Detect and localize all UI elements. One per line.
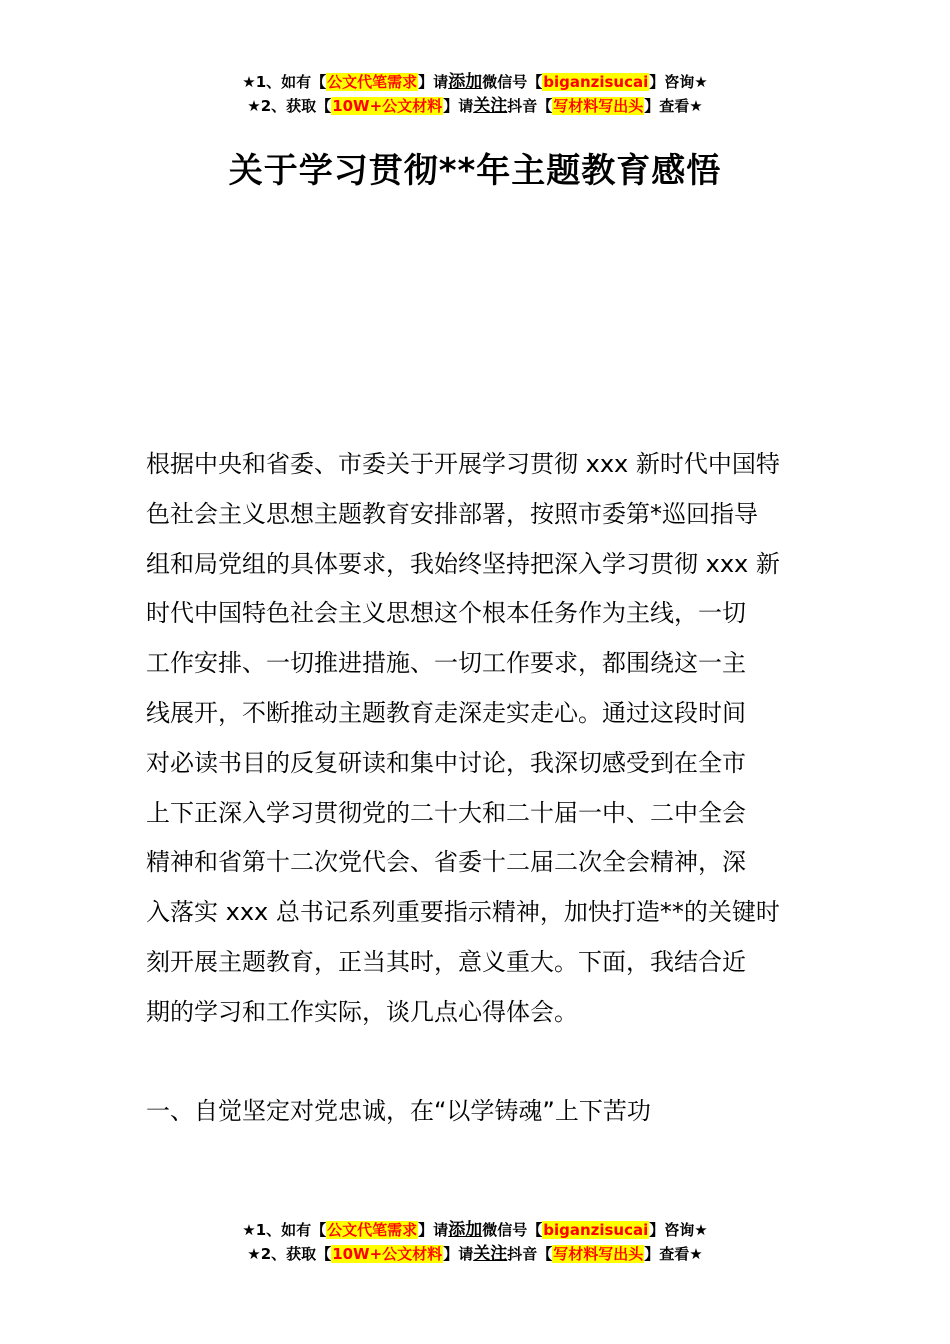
header-ad-line-1	[0, 70, 950, 94]
header-ad-line-2	[0, 94, 950, 118]
paragraph-line: 对必读书目的反复研读和集中讨论，我深切感受到在全市	[146, 748, 746, 777]
ad-text: 抖音【	[507, 1245, 553, 1263]
document-title: 关于学习贯彻**年主题教育感悟	[228, 151, 722, 191]
ad-highlight-service: 公文代笔需求	[327, 1221, 418, 1239]
paragraph-line: 工作安排、一切推进措施、一切工作要求，都围绕这一主	[146, 649, 746, 678]
ad-emphasis: 关注	[473, 96, 508, 116]
paragraph-line: 时代中国特色社会主义思想这个根本任务作为主线，一切	[146, 599, 746, 628]
ad-text: 微信号【	[482, 73, 543, 91]
ad-suffix: 】查看★	[644, 1245, 703, 1263]
footer-ad-line-1	[0, 1218, 950, 1242]
ad-suffix: 】咨询★	[649, 73, 708, 91]
ad-text: 】请	[418, 1221, 449, 1239]
paragraph-line: 刻开展主题教育，正当其时，意义重大。下面，我结合近	[146, 947, 746, 976]
ad-highlight-wechat-id: biganzisucai	[543, 73, 649, 91]
ad-text: 抖音【	[507, 97, 553, 115]
ad-text: 微信号【	[482, 1221, 543, 1239]
header-ad-banner	[0, 70, 950, 118]
ad-emphasis: 关注	[473, 1244, 508, 1264]
ad-text: 】请	[443, 97, 474, 115]
paragraph-line: 精神和省第十二次党代会、省委十二届二次全会精神，深	[146, 848, 746, 877]
ad-highlight-douyin-account: 写材料写出头	[553, 1245, 644, 1263]
ad-text: 】请	[418, 73, 449, 91]
section-heading: 一、自觉坚定对党忠诚，在“以学铸魂”上下苦功	[146, 1097, 651, 1125]
paragraph-line: 线展开，不断推动主题教育走深走实走心。通过这段时间	[146, 698, 746, 727]
paragraph-line: 色社会主义思想主题教育安排部署，按照市委第*巡回指导	[146, 499, 758, 528]
paragraph-line: 上下正深入学习贯彻党的二十大和二十届一中、二中全会	[146, 798, 746, 827]
ad-prefix: ★2、获取【	[247, 97, 332, 115]
paragraph-line: 根据中央和省委、市委关于开展学习贯彻 xxx 新时代中国特	[146, 450, 780, 478]
footer-ad-line-2	[0, 1242, 950, 1266]
ad-suffix: 】查看★	[644, 97, 703, 115]
footer-ad-banner	[0, 1218, 950, 1266]
ad-text: 】请	[443, 1245, 474, 1263]
ad-highlight-materials: 10W+公文材料	[332, 97, 443, 115]
paragraph-line: 组和局党组的具体要求，我始终坚持把深入学习贯彻 xxx 新	[146, 549, 780, 578]
ad-prefix: ★2、获取【	[247, 1245, 332, 1263]
ad-highlight-douyin-account: 写材料写出头	[553, 97, 644, 115]
ad-prefix: ★1、如有【	[242, 1221, 327, 1239]
ad-suffix: 】咨询★	[649, 1221, 708, 1239]
ad-highlight-service: 公文代笔需求	[327, 73, 418, 91]
ad-highlight-materials: 10W+公文材料	[332, 1245, 443, 1263]
body-paragraph	[146, 440, 806, 1038]
ad-emphasis: 添加	[448, 1220, 483, 1240]
paragraph-line: 入落实 xxx 总书记系列重要指示精神，加快打造**的关键时	[146, 898, 780, 927]
paragraph-line: 期的学习和工作实际，谈几点心得体会。	[146, 997, 578, 1026]
ad-prefix: ★1、如有【	[242, 73, 327, 91]
ad-highlight-wechat-id: biganzisucai	[543, 1221, 649, 1239]
ad-emphasis: 添加	[448, 72, 483, 92]
